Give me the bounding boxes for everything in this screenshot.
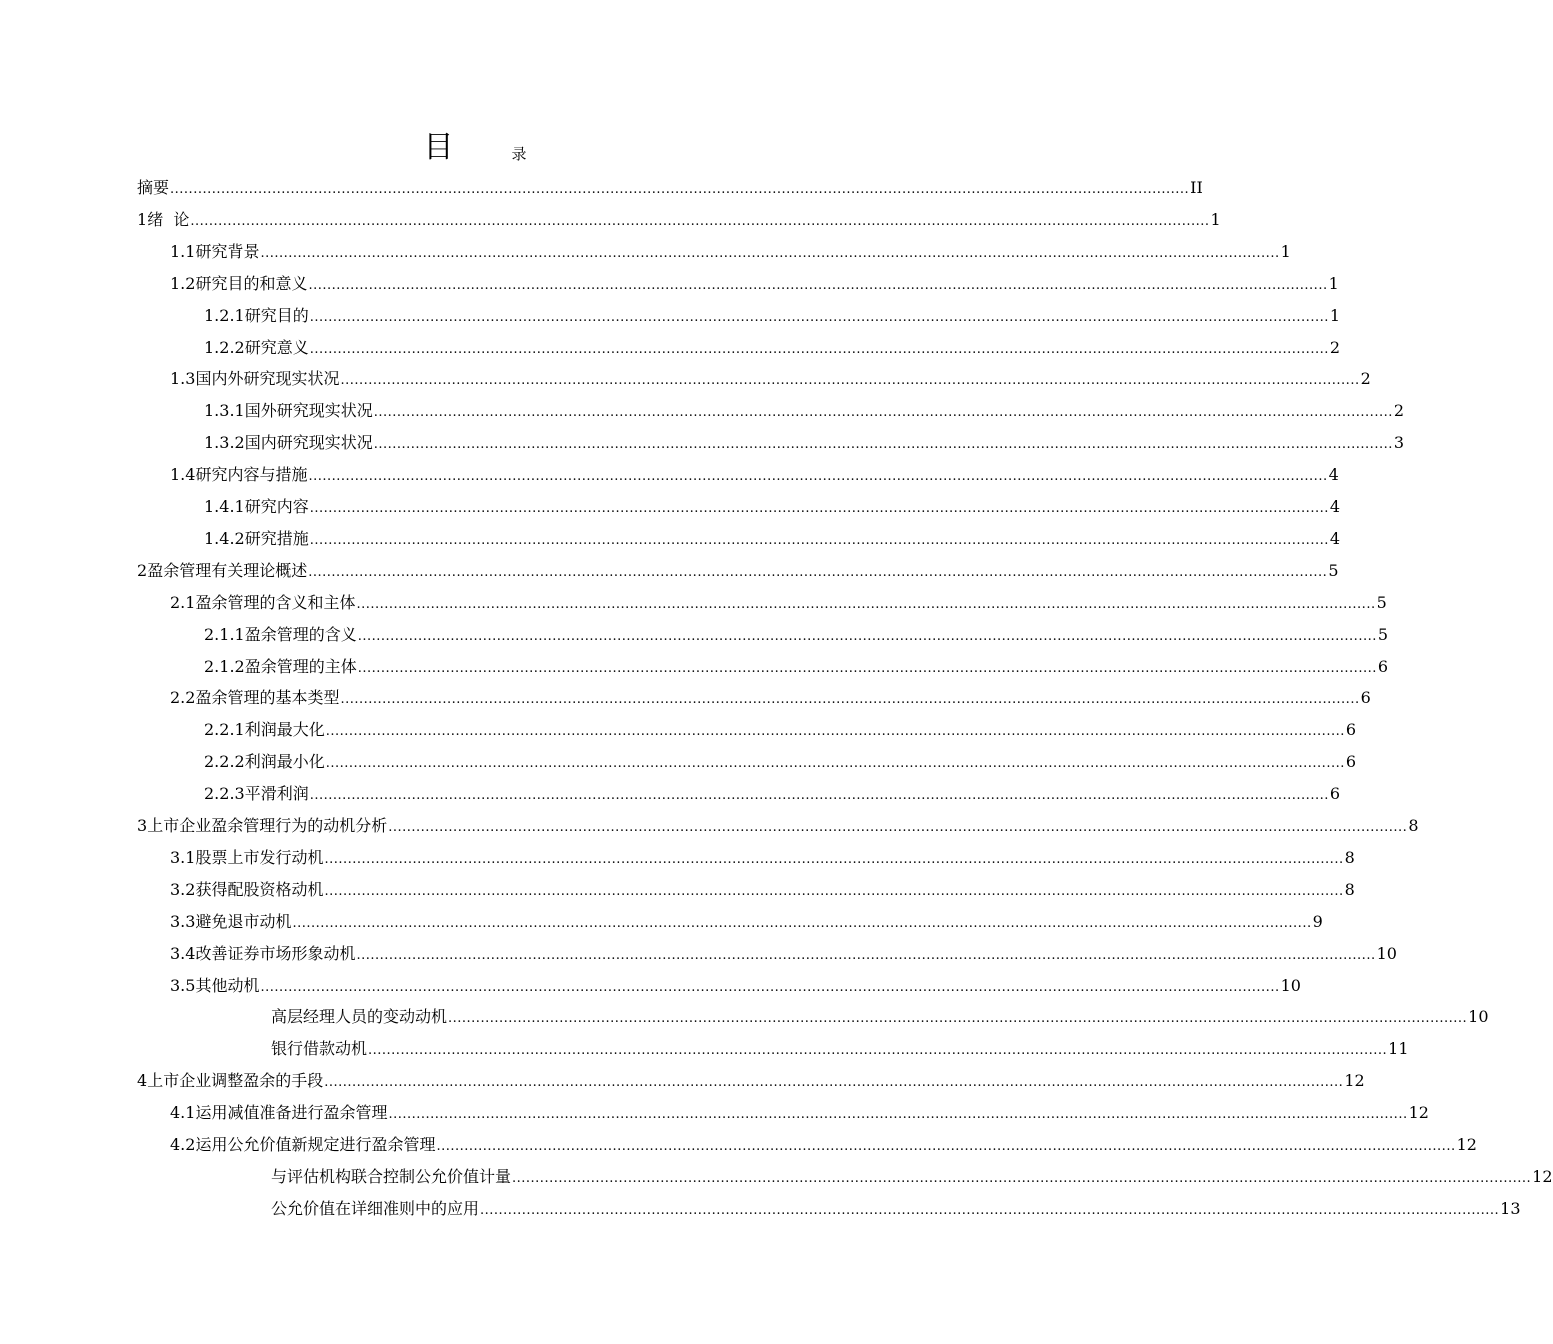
toc-entry-number: 1.4.2 — [204, 528, 245, 548]
toc-entry-page: II — [1190, 178, 1203, 197]
toc-leader-dots: ............................................................................................................................................................................................................................ — [340, 373, 1360, 389]
toc-entry-label: 利润最小化 — [244, 752, 325, 772]
toc-leader-dots: ............................................................................................................................................................................................................................ — [356, 947, 1376, 963]
toc-title — [0, 128, 950, 168]
toc-entry-page: 2 — [1329, 337, 1341, 357]
toc-entry-page: 1 — [1280, 241, 1291, 261]
toc-leader-dots: ............................................................................................................................................................................................................................ — [325, 756, 1345, 772]
toc-entry-number: 2.2.2 — [204, 752, 245, 772]
toc-leader-dots: ............................................................................................................................................................................................................................ — [308, 469, 1328, 485]
toc-entry[interactable] — [204, 774, 1341, 804]
toc-entry[interactable] — [204, 423, 1405, 453]
toc-entry-label: 平滑利润 — [244, 784, 309, 804]
toc-title-main: 目 — [423, 130, 454, 165]
toc-entry[interactable] — [204, 519, 1341, 549]
toc-leader-dots: ............................................................................................................................................................................................................................ — [309, 532, 1329, 548]
toc-leader-dots: ............................................................................................................................................................................................................................ — [356, 596, 1376, 612]
toc-leader-dots: ............................................................................................................................................................................................................................ — [357, 628, 1377, 644]
toc-entry-number: 1.3.1 — [204, 401, 245, 421]
toc-entry-label: 改善证券市场形象动机 — [195, 943, 356, 963]
toc-entry-number: 1.2.2 — [204, 337, 245, 357]
toc-entry-label: 国内研究现实状况 — [244, 433, 373, 453]
toc-entry-page: 8 — [1344, 847, 1355, 867]
toc-leader-dots: ............................................................................................................................................................................................................................ — [357, 660, 1377, 676]
toc-entry-label: 银行借款动机 — [271, 1039, 368, 1059]
toc-leader-dots: ............................................................................................................................................................................................................................ — [388, 820, 1408, 835]
toc-entry[interactable] — [170, 870, 1355, 900]
toc-entry-page: 3 — [1393, 433, 1405, 453]
toc-entry-number: 2.1.1 — [204, 624, 245, 644]
toc-entry-page: 4 — [1329, 497, 1341, 516]
toc-entry-number: 2.2 — [170, 688, 196, 708]
toc-entry-page: 8 — [1408, 816, 1419, 835]
toc-entry-page: 5 — [1377, 624, 1389, 644]
toc-entry-page: 6 — [1345, 720, 1357, 740]
toc-entry[interactable] — [170, 1093, 1429, 1123]
toc-entry[interactable] — [170, 902, 1323, 932]
toc-entry[interactable] — [204, 710, 1357, 740]
toc-entry[interactable] — [170, 934, 1397, 964]
toc-entry-number: 3.3 — [170, 911, 196, 931]
toc-entry-page: 13 — [1500, 1198, 1521, 1218]
toc-entry[interactable] — [204, 391, 1405, 421]
toc-entry-number: 2.2.3 — [204, 784, 245, 804]
toc-leader-dots: ............................................................................................................................................................................................................................ — [480, 1202, 1500, 1218]
toc-entry[interactable] — [170, 678, 1371, 708]
toc-entry-label: 上市企业调整盈余的手段 — [147, 1071, 324, 1091]
toc-entry[interactable] — [271, 1029, 1409, 1059]
toc-entry-page: 12 — [1408, 1103, 1429, 1123]
toc-entry-label: 与评估机构联合控制公允价值计量 — [271, 1166, 512, 1186]
toc-entry[interactable] — [170, 359, 1371, 389]
toc-entry-label: 国外研究现实状况 — [244, 401, 373, 421]
toc-leader-dots: ............................................................................................................................................................................................................................ — [448, 1011, 1468, 1027]
toc-entry-number: 2.1.2 — [204, 656, 245, 676]
toc-entry[interactable] — [204, 328, 1341, 358]
toc-entry[interactable] — [170, 966, 1301, 996]
toc-entry-number: 3.1 — [170, 847, 196, 867]
toc-entry-page: 10 — [1280, 975, 1301, 995]
toc-entry-page: 1 — [1210, 209, 1221, 229]
toc-entry-number: 4.2 — [170, 1135, 196, 1154]
toc-entry-label: 绪 论 — [147, 209, 190, 229]
toc-entry-page: 10 — [1376, 943, 1397, 963]
toc-entry-label: 运用减值准备进行盈余管理 — [195, 1103, 388, 1123]
toc-entry-label: 研究内容 — [244, 497, 309, 516]
toc-entry-label: 运用公允价值新规定进行盈余管理 — [195, 1135, 436, 1154]
toc-entry-label: 利润最大化 — [244, 720, 325, 740]
toc-entry-number: 1.1 — [170, 241, 196, 261]
toc-leader-dots: ............................................................................................................................................................................................................................ — [512, 1170, 1532, 1186]
toc-entry-number: 摘 — [137, 178, 154, 197]
toc-entry-page: 9 — [1312, 911, 1323, 931]
toc-entry-page: 2 — [1360, 369, 1371, 389]
toc-leader-dots: ............................................................................................................................................................................................................................ — [373, 405, 1393, 421]
toc-entry-page: 6 — [1329, 784, 1341, 804]
toc-leader-dots: ............................................................................................................................................................................................................................ — [308, 564, 1328, 580]
toc-leader-dots: ............................................................................................................................................................................................................................ — [325, 724, 1345, 740]
toc-entry-label: 股票上市发行动机 — [195, 847, 324, 867]
toc-entry-number: 4 — [137, 1071, 148, 1091]
toc-entry-label: 盈余管理的基本类型 — [195, 688, 340, 708]
toc-entry[interactable] — [271, 1189, 1521, 1219]
toc-leader-dots: ............................................................................................................................................................................................................................ — [260, 245, 1280, 261]
toc-leader-dots: ............................................................................................................................................................................................................................ — [373, 437, 1393, 453]
toc-entry-page: 4 — [1329, 528, 1341, 548]
toc-entry-number: 1.4 — [170, 465, 196, 485]
toc-entry-label: 上市企业盈余管理行为的动机分析 — [147, 816, 388, 835]
toc-entry-page: 12 — [1532, 1166, 1553, 1186]
toc-leader-dots: ............................................................................................................................................................................................................................ — [309, 788, 1329, 804]
toc-entry-number: 3 — [137, 816, 148, 835]
toc-entry-label: 研究措施 — [244, 528, 309, 548]
toc-entry[interactable] — [204, 742, 1357, 772]
toc-entry[interactable] — [170, 455, 1339, 485]
toc-entry-page: 10 — [1468, 1007, 1489, 1027]
toc-leader-dots: ............................................................................................................................................................................................................................ — [340, 692, 1360, 708]
toc-entry[interactable] — [137, 806, 1419, 836]
toc-entry[interactable] — [204, 487, 1341, 517]
toc-entry-page: 2 — [1393, 401, 1405, 421]
toc-leader-dots: ............................................................................................................................................................................................................................ — [324, 1075, 1344, 1091]
toc-entry-number: 1 — [137, 209, 148, 229]
toc-entry-page: 11 — [1388, 1039, 1409, 1059]
toc-entry[interactable] — [204, 647, 1389, 677]
toc-entry-label: 研究目的 — [244, 305, 309, 325]
toc-entry[interactable] — [204, 615, 1389, 645]
toc-entry-page: 8 — [1344, 879, 1355, 899]
toc-entry[interactable] — [170, 232, 1291, 262]
toc-entry-number: 2.2.1 — [204, 720, 245, 740]
toc-leader-dots: ............................................................................................................................................................................................................................ — [309, 341, 1329, 357]
toc-leader-dots: ............................................................................................................................................................................................................................ — [368, 1043, 1388, 1059]
toc-entry-number: 3.2 — [170, 879, 196, 899]
toc-leader-dots: ............................................................................................................................................................................................................................ — [170, 182, 1190, 197]
toc-entry-page: 12 — [1344, 1071, 1365, 1091]
toc-leader-dots: ............................................................................................................................................................................................................................ — [436, 1139, 1456, 1154]
toc-entry[interactable] — [170, 1125, 1477, 1155]
toc-entry-label: 获得配股资格动机 — [195, 879, 324, 899]
toc-entry-label: 国内外研究现实状况 — [195, 369, 340, 389]
toc-entry-label: 要 — [153, 178, 170, 197]
toc-entry[interactable] — [137, 1061, 1365, 1091]
toc-entry-page: 6 — [1345, 752, 1357, 772]
toc-entry-page: 12 — [1456, 1135, 1477, 1154]
toc-leader-dots: ............................................................................................................................................................................................................................ — [309, 501, 1329, 516]
toc-entry-number: 1.3 — [170, 369, 196, 389]
toc-entry-label: 研究意义 — [244, 337, 309, 357]
toc-entry-label: 避免退市动机 — [195, 911, 292, 931]
toc-leader-dots: ............................................................................................................................................................................................................................ — [324, 883, 1344, 899]
toc-leader-dots: ............................................................................................................................................................................................................................ — [308, 277, 1328, 293]
toc-entry-label: 盈余管理的主体 — [244, 656, 357, 676]
toc-entry-number: 3.5 — [170, 975, 196, 995]
toc-entry-label: 盈余管理的含义 — [244, 624, 357, 644]
toc-entry[interactable] — [170, 583, 1387, 613]
toc-entry-label: 研究内容与措施 — [195, 465, 308, 485]
toc-entry-page: 1 — [1329, 305, 1341, 325]
toc-entry-page: 6 — [1360, 688, 1371, 708]
toc-entry-label: 研究背景 — [195, 241, 260, 261]
toc-entry-label: 研究目的和意义 — [195, 273, 308, 293]
toc-entry-page: 4 — [1328, 465, 1339, 485]
toc-entry-label: 其他动机 — [195, 975, 260, 995]
toc-leader-dots: ............................................................................................................................................................................................................................ — [190, 213, 1210, 229]
toc-entry[interactable] — [271, 997, 1489, 1027]
toc-entry-number: 4.1 — [170, 1103, 196, 1123]
toc-entry-label: 公允价值在详细准则中的应用 — [271, 1198, 480, 1218]
toc-entry-number: 1.4.1 — [204, 497, 245, 516]
toc-entry-label: 盈余管理有关理论概述 — [147, 560, 308, 580]
toc-entry-number: 3.4 — [170, 943, 196, 963]
toc-entry-label: 盈余管理的含义和主体 — [195, 592, 356, 612]
toc-entry-number: 2 — [137, 560, 148, 580]
toc-entry-number: 1.3.2 — [204, 433, 245, 453]
toc-leader-dots: ............................................................................................................................................................................................................................ — [292, 915, 1312, 931]
toc-entry-page: 5 — [1328, 560, 1339, 580]
toc-entry-page: 6 — [1377, 656, 1389, 676]
toc-entry[interactable] — [137, 551, 1339, 581]
toc-entry[interactable] — [271, 1157, 1553, 1187]
toc-leader-dots: ............................................................................................................................................................................................................................ — [388, 1107, 1408, 1123]
toc-entry[interactable] — [170, 838, 1355, 868]
toc-title-sub: 录 — [511, 145, 527, 163]
toc-entry-page: 1 — [1328, 273, 1339, 293]
toc-entry-number: 1.2 — [170, 273, 196, 293]
toc-entry[interactable] — [204, 296, 1341, 326]
toc-entry[interactable] — [137, 200, 1221, 230]
toc-entry[interactable] — [170, 264, 1339, 294]
toc-entry[interactable] — [137, 168, 1203, 198]
toc-entry-number: 2.1 — [170, 592, 196, 612]
toc-entry-number: 1.2.1 — [204, 305, 245, 325]
toc-entry-page: 5 — [1376, 592, 1387, 612]
toc-leader-dots: ............................................................................................................................................................................................................................ — [324, 851, 1344, 867]
toc-leader-dots: ............................................................................................................................................................................................................................ — [309, 309, 1329, 325]
toc-entry-label: 高层经理人员的变动动机 — [271, 1007, 448, 1027]
toc-leader-dots: ............................................................................................................................................................................................................................ — [260, 979, 1280, 995]
